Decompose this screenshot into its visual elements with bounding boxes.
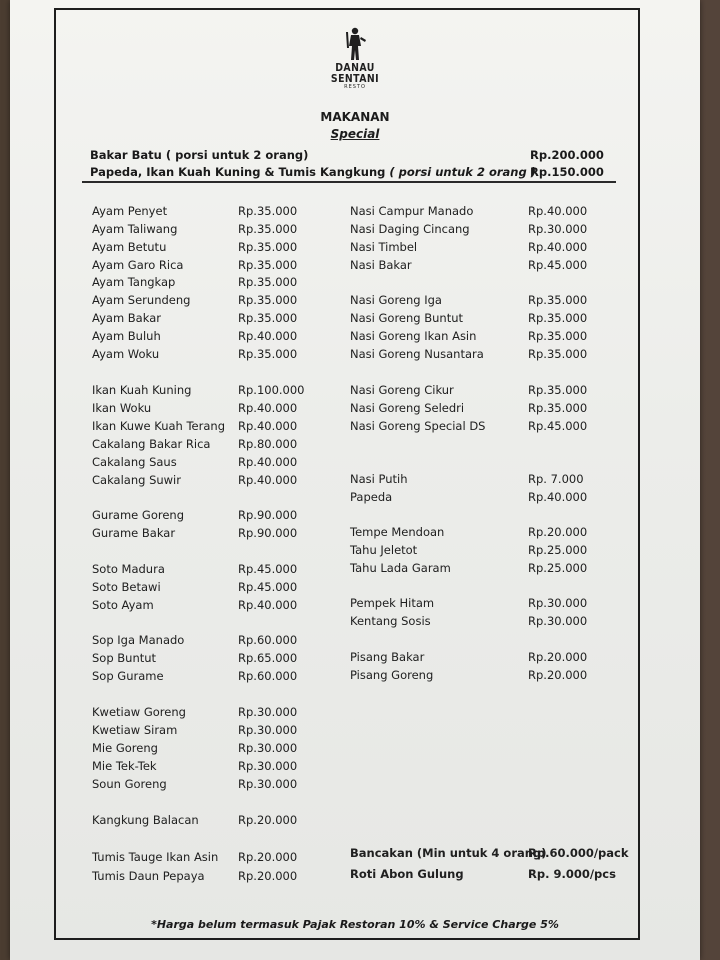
menu-item-name: Ayam Garo Rica <box>92 258 184 272</box>
warrior-figure-icon <box>342 26 368 62</box>
special-item-note: ( porsi untuk 2 orang ) <box>385 165 536 179</box>
menu-item-name: Nasi Campur Manado <box>350 204 474 218</box>
menu-item-name: Soto Madura <box>92 562 165 576</box>
menu-item-price: Rp.30.000 <box>238 705 298 719</box>
special-item-name: Bakar Batu <box>90 148 162 162</box>
menu-item-name: Gurame Bakar <box>92 526 176 540</box>
menu-item-price: Rp.65.000 <box>238 651 298 665</box>
menu-item-price: Rp.30.000 <box>528 222 588 236</box>
menu-item-price: Rp.35.000 <box>528 311 588 325</box>
menu-item-name: Nasi Goreng Iga <box>350 293 442 307</box>
menu-item-price: Rp.35.000 <box>238 347 298 361</box>
section-subtitle: Special <box>330 127 380 141</box>
section-title: MAKANAN <box>320 110 390 124</box>
menu-item-price: Rp.45.000 <box>528 419 588 433</box>
special-item <box>90 165 604 179</box>
menu-item-price: Rp.90.000 <box>238 508 298 522</box>
menu-item-name: Kangkung Balacan <box>92 813 199 827</box>
menu-item-price: Rp.25.000 <box>528 561 588 575</box>
special-item <box>90 148 604 162</box>
menu-item-price: Rp.20.000 <box>528 525 588 539</box>
menu-item-name: Tempe Mendoan <box>350 525 445 539</box>
menu-item-price: Rp.20.000 <box>238 850 298 864</box>
menu-item-name: Tumis Tauge Ikan Asin <box>92 850 219 864</box>
menu-item-price: Rp.35.000 <box>238 240 298 254</box>
menu-item-price: Rp.40.000 <box>238 473 298 487</box>
menu-item-name: Nasi Goreng Ikan Asin <box>350 329 477 343</box>
menu-item-price: Rp.30.000 <box>528 596 588 610</box>
menu-item-price: Rp.60.000 <box>238 669 298 683</box>
menu-item-price: Rp.30.000 <box>238 741 298 755</box>
menu-item-name: Kwetiaw Goreng <box>92 705 186 719</box>
menu-item-price: Rp.40.000 <box>238 329 298 343</box>
menu-item-price: Rp.25.000 <box>528 543 588 557</box>
menu-item-name: Ayam Serundeng <box>92 293 191 307</box>
menu-item-price: Rp.35.000 <box>528 383 588 397</box>
menu-item-price: Rp.80.000 <box>238 437 298 451</box>
menu-item-name: Nasi Goreng Nusantara <box>350 347 484 361</box>
menu-item-price: Rp.30.000 <box>238 723 298 737</box>
menu-item-name: Nasi Timbel <box>350 240 418 254</box>
menu-item-name: Cakalang Saus <box>92 455 177 469</box>
menu-item-price: Rp.40.000 <box>238 401 298 415</box>
special-item-price: Rp.150.000 <box>530 165 604 179</box>
menu-item-name: Ayam Woku <box>92 347 160 361</box>
menu-item-name: Nasi Goreng Buntut <box>350 311 464 325</box>
restaurant-logo <box>315 26 395 102</box>
menu-item-price: Rp. 9.000/pcs <box>528 867 616 881</box>
menu-item-name: Mie Goreng <box>92 741 158 755</box>
menu-item-price: Rp.35.000 <box>528 293 588 307</box>
menu-item-price: Rp.100.000 <box>238 383 305 397</box>
menu-item-price: Rp.35.000 <box>238 293 298 307</box>
special-item-note: ( porsi untuk 2 orang) <box>161 148 309 162</box>
menu-item-name: Soto Betawi <box>92 580 161 594</box>
menu-item-name: Ayam Penyet <box>92 204 168 218</box>
menu-item-price: Rp.35.000 <box>528 329 588 343</box>
menu-item-name: Ikan Kuah Kuning <box>92 383 192 397</box>
menu-item-name: Roti Abon Gulung <box>350 867 464 881</box>
menu-item-name: Nasi Putih <box>350 472 408 486</box>
menu-item-name: Cakalang Bakar Rica <box>92 437 211 451</box>
menu-item-price: Rp.20.000 <box>238 869 298 883</box>
menu-item-name: Nasi Goreng Cikur <box>350 383 454 397</box>
menu-item-name: Pisang Bakar <box>350 650 425 664</box>
menu-item-price: Rp.60.000 <box>238 633 298 647</box>
special-item-name: Papeda, Ikan Kuah Kuning & Tumis Kangkung <box>90 165 386 179</box>
logo-sub: RESTO <box>344 84 366 90</box>
menu-item-name: Nasi Daging Cincang <box>350 222 470 236</box>
menu-item-price: Rp.35.000 <box>528 401 588 415</box>
logo-line-1: DANAU <box>335 61 375 74</box>
menu-item-price: Rp.35.000 <box>238 311 298 325</box>
logo-line-2: SENTANI <box>330 72 380 85</box>
menu-item-name: Sop Iga Manado <box>92 633 185 647</box>
menu-item-name: Pempek Hitam <box>350 596 435 610</box>
special-divider <box>82 181 616 183</box>
special-item-price: Rp.200.000 <box>530 148 604 162</box>
menu-item-price: Rp.40.000 <box>528 240 588 254</box>
menu-item-price: Rp.45.000 <box>238 580 298 594</box>
menu-item-name: Ayam Taliwang <box>92 222 178 236</box>
menu-item-name: Kentang Sosis <box>350 614 431 628</box>
menu-item-price: Rp.20.000 <box>528 668 588 682</box>
menu-item-name: Ikan Woku <box>92 401 152 415</box>
menu-item-name: Papeda <box>350 490 393 504</box>
menu-item-name: Soto Ayam <box>92 598 154 612</box>
menu-item-price: Rp.40.000 <box>238 419 298 433</box>
menu-item-price: Rp.45.000 <box>238 562 298 576</box>
menu-item-price: Rp.40.000 <box>238 455 298 469</box>
menu-item-price: Rp.30.000 <box>528 614 588 628</box>
menu-item-name: Tahu Jeletot <box>350 543 418 557</box>
menu-item-price: Rp.60.000/pack <box>528 846 629 860</box>
menu-item-name: Sop Gurame <box>92 669 164 683</box>
menu-item-name: Mie Tek-Tek <box>92 759 157 773</box>
menu-item-name: Ayam Buluh <box>92 329 161 343</box>
menu-item-name: Kwetiaw Siram <box>92 723 178 737</box>
menu-item-price: Rp.45.000 <box>528 258 588 272</box>
menu-item-price: Rp.35.000 <box>238 258 298 272</box>
menu-item-price: Rp. 7.000 <box>528 472 584 486</box>
menu-item-price: Rp.90.000 <box>238 526 298 540</box>
menu-item-price: Rp.20.000 <box>528 650 588 664</box>
menu-sheet <box>10 0 700 960</box>
menu-item-price: Rp.20.000 <box>238 813 298 827</box>
menu-item-price: Rp.40.000 <box>528 204 588 218</box>
menu-item-name: Ayam Bakar <box>92 311 161 325</box>
menu-item-name: Nasi Goreng Seledri <box>350 401 465 415</box>
menu-item-name: Ayam Betutu <box>92 240 167 254</box>
menu-item-name: Bancakan (Min untuk 4 orang) <box>350 846 547 860</box>
menu-item-name: Tumis Daun Pepaya <box>92 869 205 883</box>
menu-item-name: Gurame Goreng <box>92 508 184 522</box>
menu-item-name: Soun Goreng <box>92 777 167 791</box>
menu-item-price: Rp.30.000 <box>238 777 298 791</box>
menu-item-price: Rp.35.000 <box>238 204 298 218</box>
menu-item-price: Rp.35.000 <box>528 347 588 361</box>
tax-note: *Harga belum termasuk Pajak Restoran 10% & Service Charge 5% <box>151 918 559 931</box>
menu-item-name: Sop Buntut <box>92 651 157 665</box>
menu-item-name: Tahu Lada Garam <box>350 561 451 575</box>
menu-item-name: Pisang Goreng <box>350 668 434 682</box>
menu-item-price: Rp.40.000 <box>528 490 588 504</box>
menu-item-name: Nasi Bakar <box>350 258 412 272</box>
menu-item-name: Ikan Kuwe Kuah Terang <box>92 419 225 433</box>
menu-item-price: Rp.40.000 <box>238 598 298 612</box>
menu-item-price: Rp.35.000 <box>238 222 298 236</box>
menu-item-name: Nasi Goreng Special DS <box>350 419 486 433</box>
menu-item-name: Cakalang Suwir <box>92 473 181 487</box>
menu-item-name: Ayam Tangkap <box>92 275 176 289</box>
menu-item-price: Rp.30.000 <box>238 759 298 773</box>
menu-item-price: Rp.35.000 <box>238 275 298 289</box>
